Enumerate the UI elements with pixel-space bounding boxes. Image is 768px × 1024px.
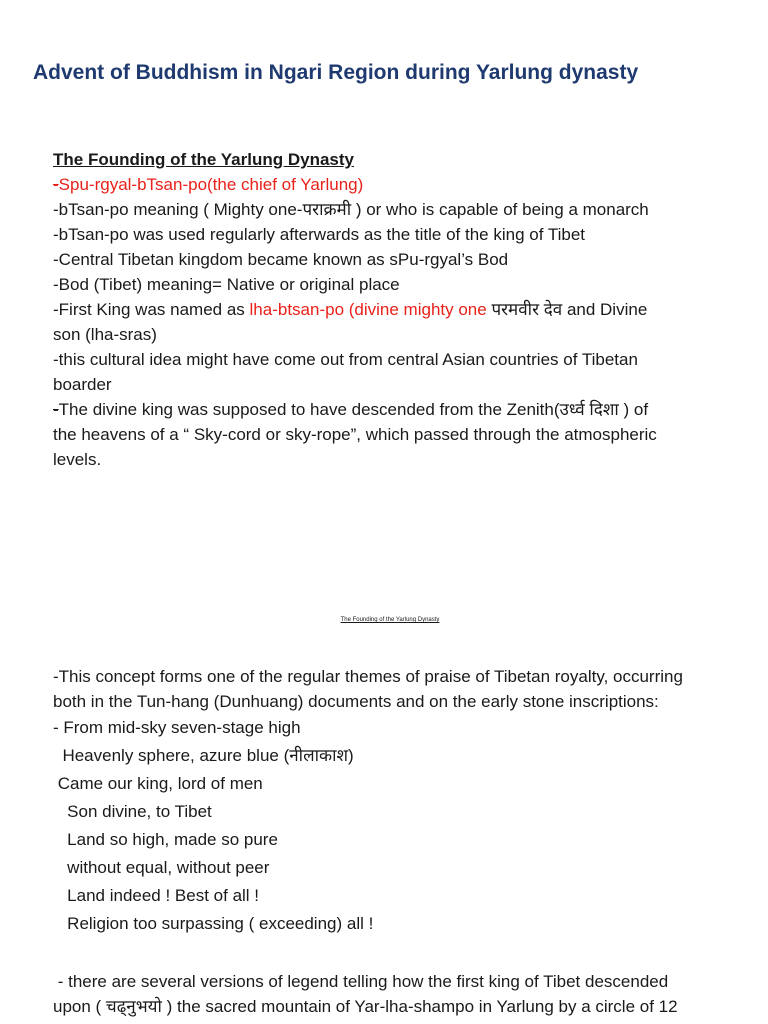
divine-king-text: The divine king was supposed to have descended from the Zenith(उर्ध्व दिशा ) of <box>58 400 649 419</box>
divine-text: परमवीर देव and Divine <box>491 300 648 319</box>
text-line-sky-cord: the heavens of a “ Sky-cord or sky-rope”, which passed through the atmospheric <box>53 425 657 444</box>
text-line-first-king <box>53 297 743 322</box>
poem-line: Came our king, lord of men <box>53 774 263 793</box>
poem-line: Religion too surpassing ( exceeding) all ! <box>53 914 374 933</box>
poem-line: Land indeed ! Best of all ! <box>53 886 260 905</box>
text-line-boarder: boarder <box>53 375 112 394</box>
section-praise <box>53 664 743 714</box>
dash-mark: - <box>53 175 59 194</box>
text-line-legend: - there are several versions of legend telling how the first king of Tibet descended <box>53 972 669 991</box>
text-line-divine-son: son (lha-sras) <box>53 325 157 344</box>
text-line-central-kingdom: -Central Tibetan kingdom became known as sPu-rgyal’s Bod <box>53 250 509 269</box>
text-line-sacred-mountain: upon ( चढ्नुभयो ) the sacred mountain of Yar-lha-shampo in Yarlung by a circle of 12 <box>53 997 678 1016</box>
dash-mark: - <box>53 400 59 419</box>
text-line-documents: both in the Tun-hang (Dunhuang) documents and on the early stone inscriptions: <box>53 692 659 711</box>
text-line-divine-king <box>53 397 743 422</box>
poem-line: without equal, without peer <box>53 858 270 877</box>
section-founding <box>53 147 743 472</box>
text-line-title-of-king: -bTsan-po was used regularly afterwards as the title of the king of Tibet <box>53 225 585 244</box>
section-legend <box>53 969 743 1019</box>
section-heading: The Founding of the Yarlung Dynasty <box>53 150 354 169</box>
text-line-levels: levels. <box>53 450 102 469</box>
divine-mighty-one-text: lha-btsan-po (divine mighty one <box>249 300 492 319</box>
poem-line: Heavenly sphere, azure blue (नीलाकाश) <box>53 746 354 765</box>
text-line-bod-meaning: -Bod (Tibet) meaning= Native or original place <box>53 275 400 294</box>
text-line-btsan-po-meaning: -bTsan-po meaning ( Mighty one-पराक्रमी ) or who is capable of being a monarch <box>53 200 649 219</box>
poem-line: - From mid-sky seven-stage high <box>53 718 301 737</box>
chief-of-yarlung-text: Spu-rgyal-bTsan-po(the chief of Yarlung) <box>58 175 364 194</box>
text-line-chief <box>53 172 743 197</box>
text-line-cultural-idea: -this cultural idea might have come out from central Asian countries of Tibetan <box>53 350 638 369</box>
poem <box>53 714 743 938</box>
first-king-text: -First King was named as <box>53 300 250 319</box>
page-title: Advent of Buddhism in Ngari Region during Yarlung dynasty <box>33 61 639 84</box>
text-line-concept: -This concept forms one of the regular themes of praise of Tibetan royalty, occurring <box>53 667 683 686</box>
slide-caption: The Founding of the Yarlung Dynasty <box>340 617 440 623</box>
poem-line: Son divine, to Tibet <box>53 802 212 821</box>
poem-line: Land so high, made so pure <box>53 830 278 849</box>
